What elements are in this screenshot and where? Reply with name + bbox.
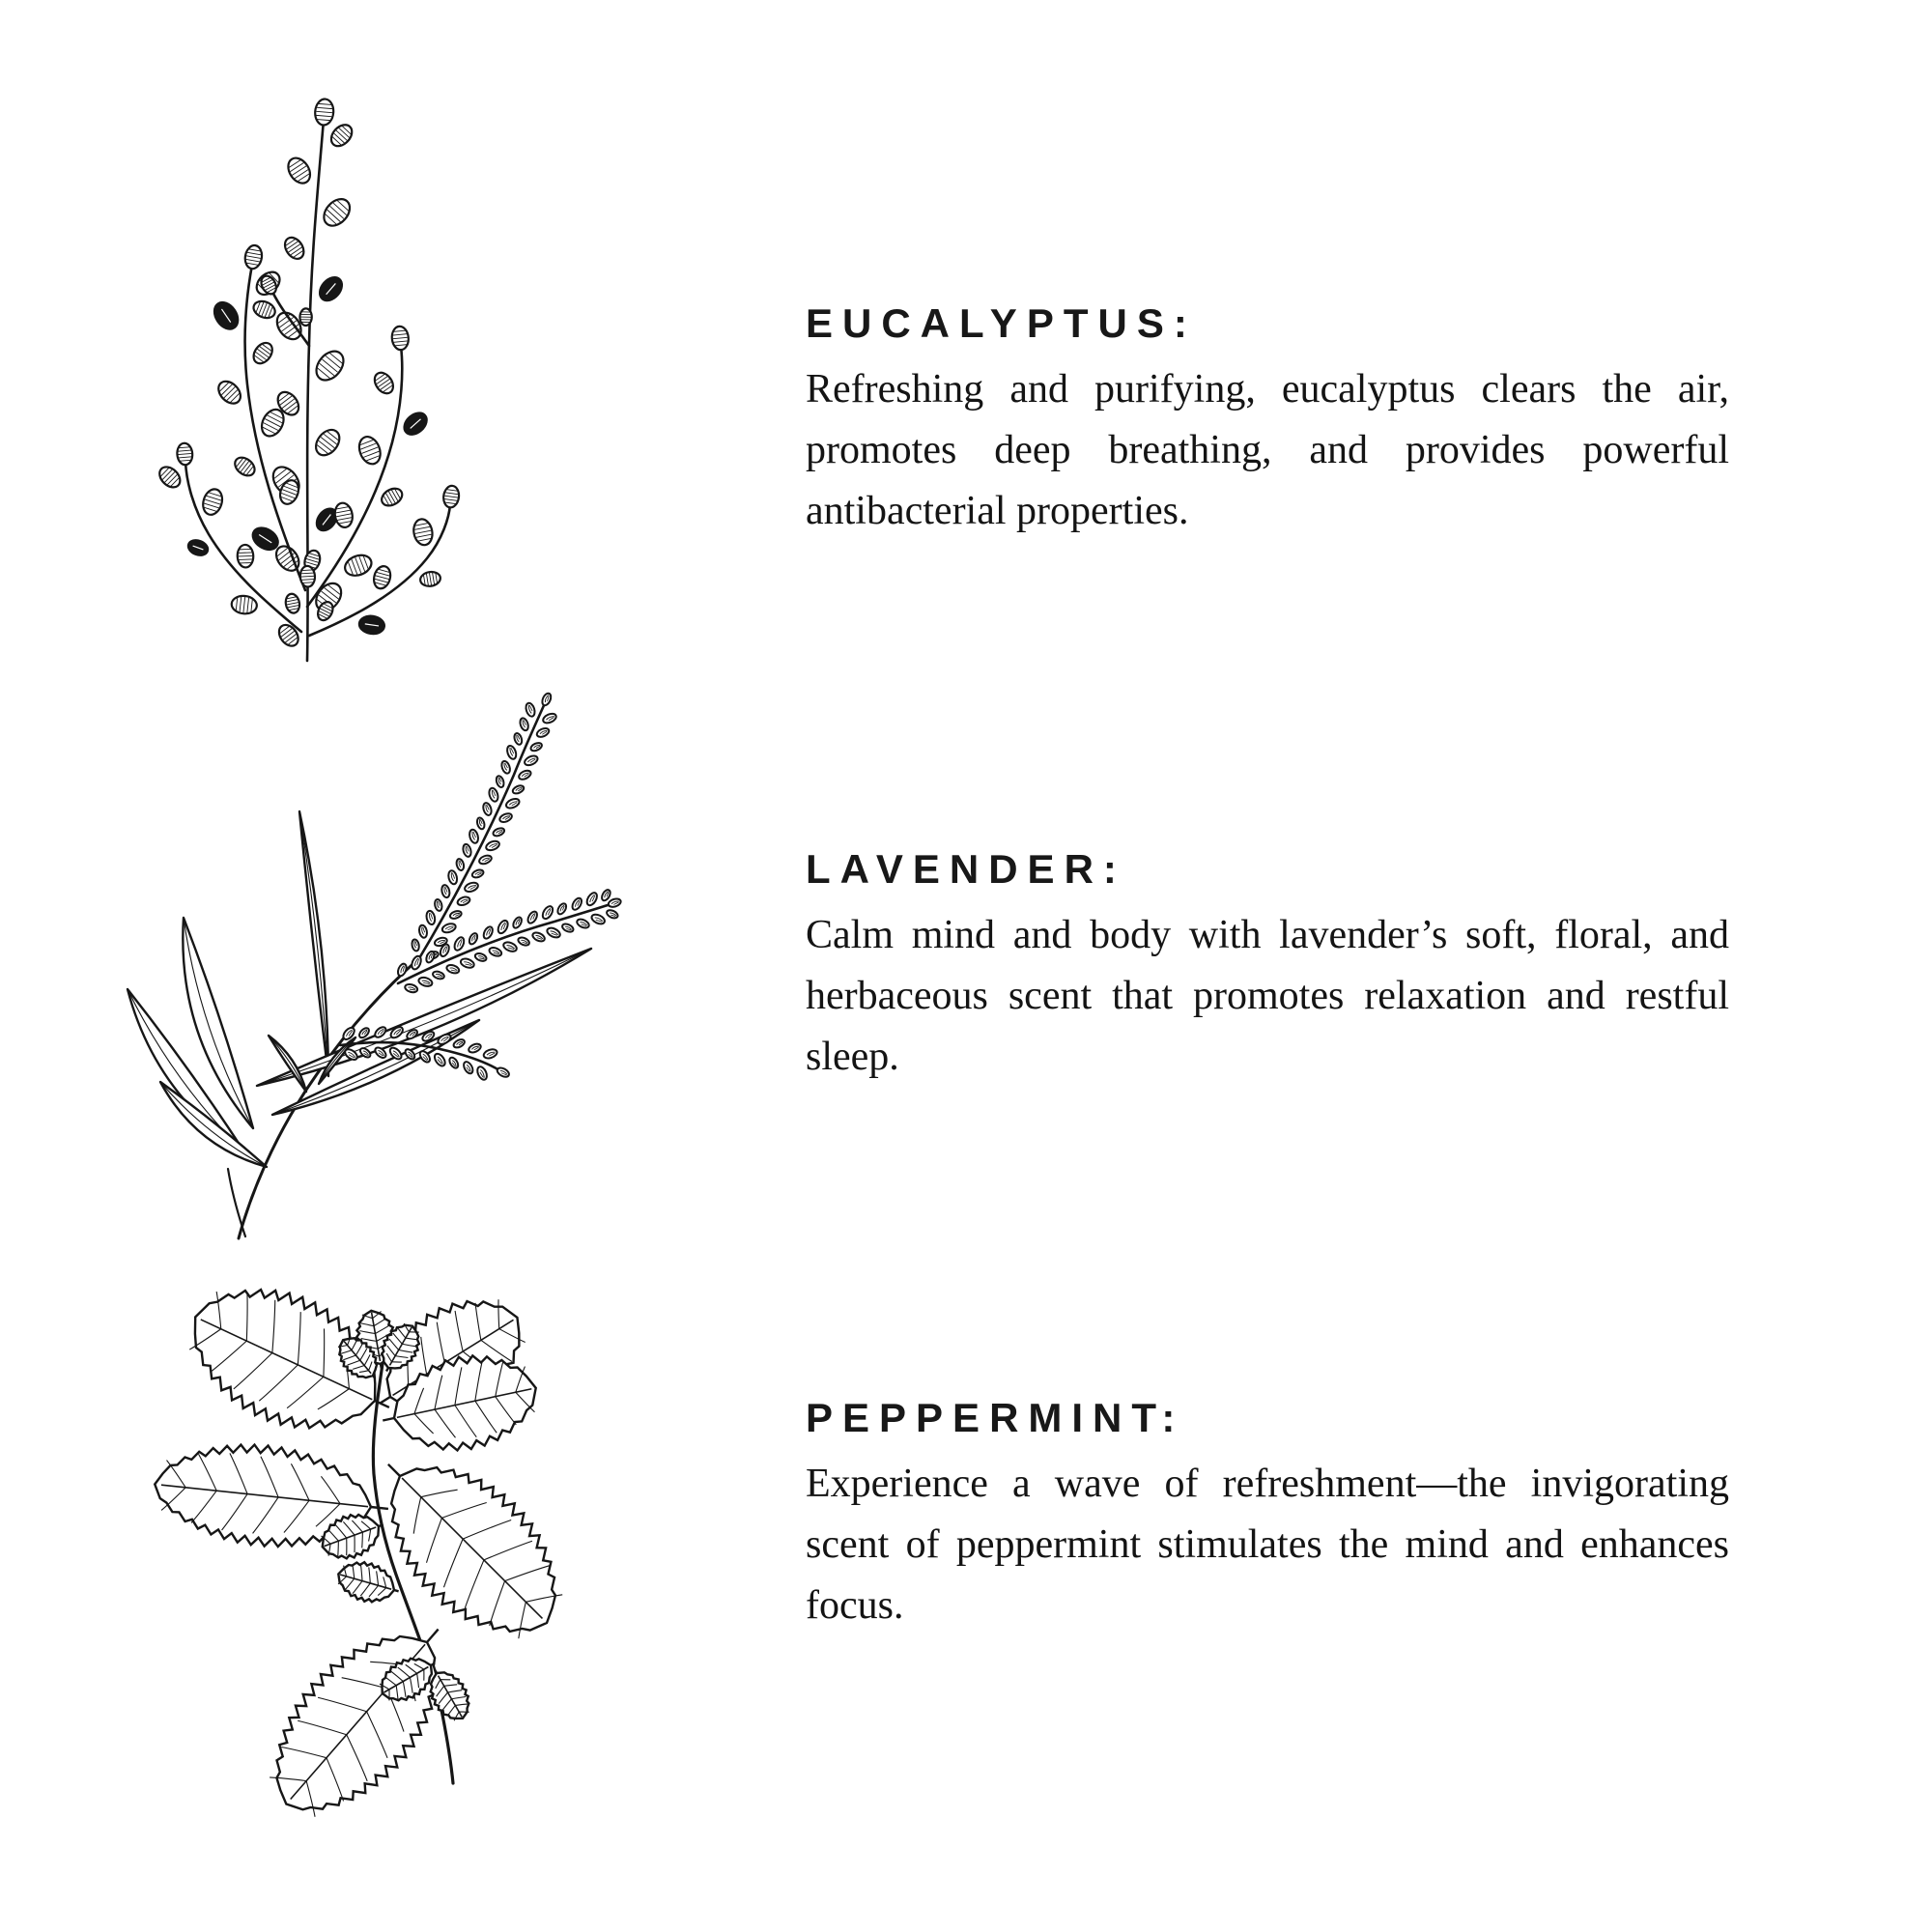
lavender-description: Calm mind and body with lavender’s soft, floral, and herbaceous scent that promotes relaxation and restful sleep. (806, 913, 1729, 1079)
lavender-heading: LAVENDER: (806, 846, 1126, 892)
section-eucalyptus (806, 301, 1729, 542)
eucalyptus-illustration (162, 102, 464, 668)
peppermint-illustration (141, 1283, 583, 1828)
lavender-illustration (108, 696, 622, 1254)
lavender-line-art-svg (108, 696, 622, 1254)
eucalyptus-description: Refreshing and purifying, eucalyptus clears the air, promotes deep breathing, and provides powerful antibacterial properties. (806, 367, 1729, 533)
section-lavender (806, 847, 1729, 1088)
peppermint-heading: PEPPERMINT: (806, 1395, 1185, 1440)
eucalyptus-line-art-svg (162, 102, 464, 668)
eucalyptus-heading: EUCALYPTUS: (806, 300, 1197, 346)
section-peppermint (806, 1396, 1729, 1636)
peppermint-line-art-svg (141, 1283, 583, 1828)
peppermint-description: Experience a wave of refreshment—the invigorating scent of peppermint stimulates the mind and enhances focus. (806, 1462, 1729, 1628)
